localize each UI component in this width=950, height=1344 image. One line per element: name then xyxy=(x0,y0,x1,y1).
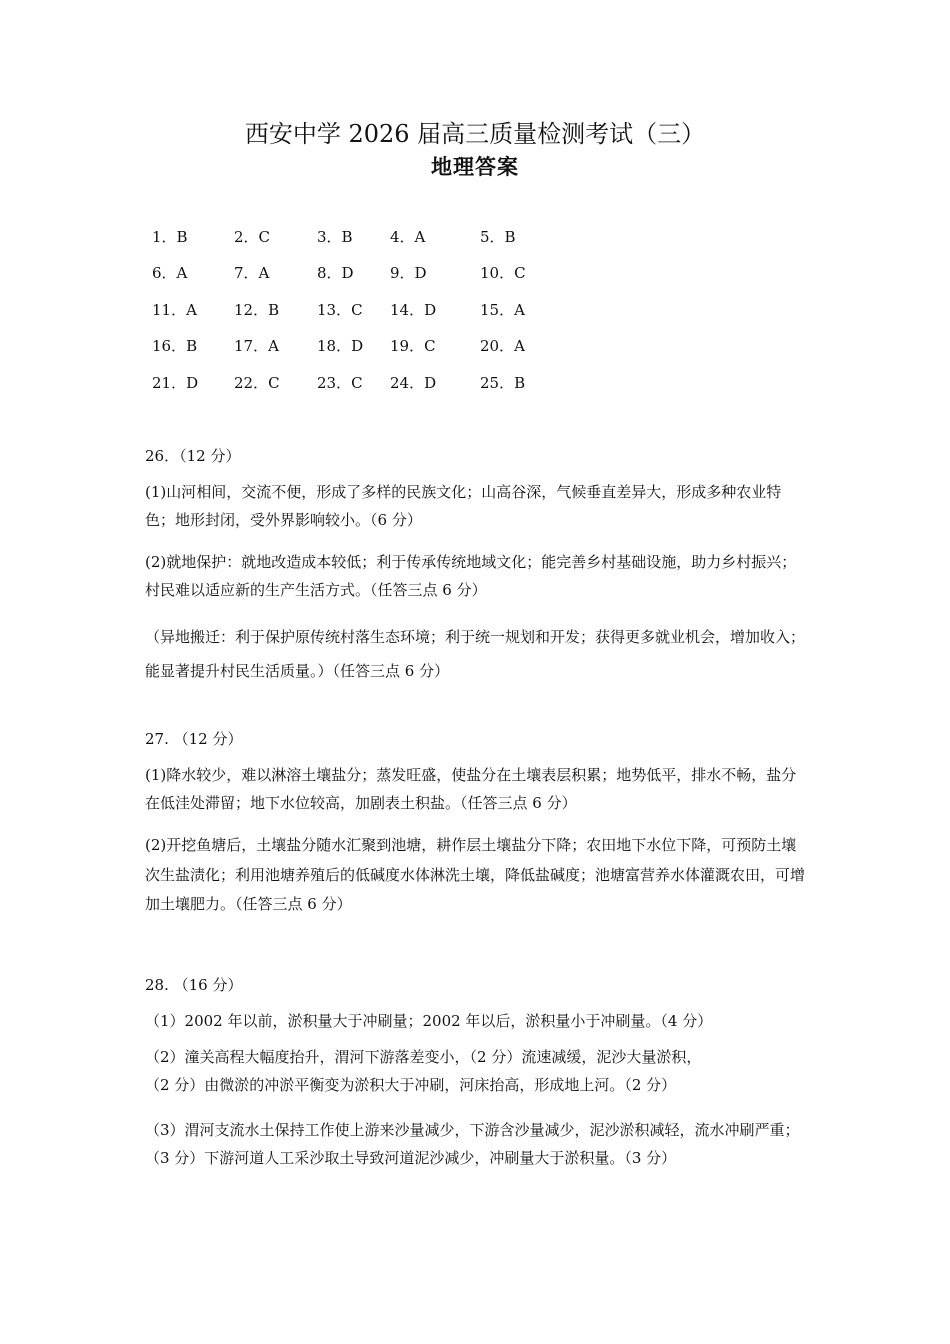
q26-part2-alt-text: （异地搬迁：利于保护原传统村落生态环境；利于统一规划和开发；获得更多就业机会，增加收入；能显著提升村民生活质量。）（任答三点 6 分） xyxy=(145,628,806,680)
answer-item: 24．D xyxy=(390,373,437,392)
q26-part1-text: (1)山河相间，交流不便，形成了多样的民族文化；山高谷深，气候垂直差异大，形成多种农业特色；地形封闭，受外界影响较小。（6 分） xyxy=(145,483,782,529)
q26-part2-alt xyxy=(145,620,810,688)
q26-heading: 26．（12 分） xyxy=(145,447,241,465)
answer-item: 8．D xyxy=(317,264,354,283)
q26-part2 xyxy=(145,548,810,604)
q28-part3-text: （3）渭河支流水土保持工作使上游来沙量减少，下游含沙量减少，泥沙淤积减轻，流水冲刷严重；（3 分）下游河道人工采沙取土导致河道泥沙减少，冲刷量大于淤积量。（3 分） xyxy=(145,1121,800,1167)
answer-item: 17．A xyxy=(234,337,279,356)
q27-part1 xyxy=(145,761,810,817)
answer-item: 10．C xyxy=(480,264,526,283)
answer-item: 21．D xyxy=(152,373,199,392)
q28-part1-text: （1）2002 年以前，淤积量大于冲刷量；2002 年以后，淤积量小于冲刷量。（4 分） xyxy=(145,1012,713,1030)
answer-item: 16．B xyxy=(152,337,198,356)
q28-heading: 28. （16 分） xyxy=(145,976,243,994)
answer-row xyxy=(152,372,572,408)
q28-part1 xyxy=(145,1007,810,1035)
answer-item: 7．A xyxy=(234,264,270,283)
answer-item: 5．B xyxy=(480,228,516,246)
answer-row xyxy=(152,299,572,335)
answer-item: 6．A xyxy=(152,264,188,283)
answer-item: 4．A xyxy=(390,228,426,246)
page-title: 西安中学 2026 届高三质量检测考试（三） xyxy=(244,120,706,148)
q27-heading: 27. （12 分） xyxy=(145,730,243,748)
answer-item: 1．B xyxy=(152,228,188,246)
answer-row xyxy=(152,335,572,371)
answer-item: 20．A xyxy=(480,337,525,356)
answer-item: 2．C xyxy=(234,228,271,246)
q26-part1 xyxy=(145,478,810,534)
q27-part2-text: (2)开挖鱼塘后，土壤盐分随水汇聚到池塘，耕作层土壤盐分下降；农田地下水位下降，可预防土壤次生盐渍化；利用池塘养殖后的低碱度水体淋洗土壤，降低盐碱度；池塘富营养水体灌溉农田，可增加土壤肥力。（任答三点 6 分） xyxy=(145,836,806,913)
q27-part2 xyxy=(145,831,810,920)
answer-item: 3．B xyxy=(317,228,353,246)
answer-row xyxy=(152,226,572,262)
q27-part1-text: (1)降水较少，难以淋溶土壤盐分；蒸发旺盛，使盐分在土壤表层积累；地势低平，排水不畅，盐分在低洼处滞留；地下水位较高，加剧表土积盐。（任答三点 6 分） xyxy=(145,766,797,812)
page-subtitle: 地理答案 xyxy=(431,154,519,179)
answer-row xyxy=(152,262,572,298)
answer-item: 23．C xyxy=(317,373,363,392)
q28-part3 xyxy=(145,1116,810,1172)
q28-part2 xyxy=(145,1043,810,1099)
answer-item: 12．B xyxy=(234,300,280,319)
answer-item: 19．C xyxy=(390,337,436,356)
answer-item: 22．C xyxy=(234,373,280,392)
multiple-choice-answers xyxy=(152,226,572,408)
answer-item: 18．D xyxy=(317,337,364,356)
q26-part2-text: (2)就地保护：就地改造成本较低；利于传承传统地域文化；能完善乡村基础设施，助力乡村振兴；村民难以适应新的生产生活方式。（任答三点 6 分） xyxy=(145,553,797,599)
answer-item: 11．A xyxy=(152,300,197,319)
q28-part2-line1: （2）潼关高程大幅度抬升，渭河下游落差变小，（2 分）流速减缓，泥沙大量淤积， xyxy=(145,1048,702,1066)
answer-item: 15．A xyxy=(480,300,525,319)
answer-item: 14．D xyxy=(390,300,437,319)
answer-item: 9．D xyxy=(390,264,427,283)
answer-item: 25．B xyxy=(480,373,526,392)
answer-item: 13．C xyxy=(317,300,363,319)
q28-part2-line2: （2 分）由微淤的冲淤平衡变为淤积大于冲刷，河床抬高，形成地上河。（2 分） xyxy=(145,1076,677,1094)
